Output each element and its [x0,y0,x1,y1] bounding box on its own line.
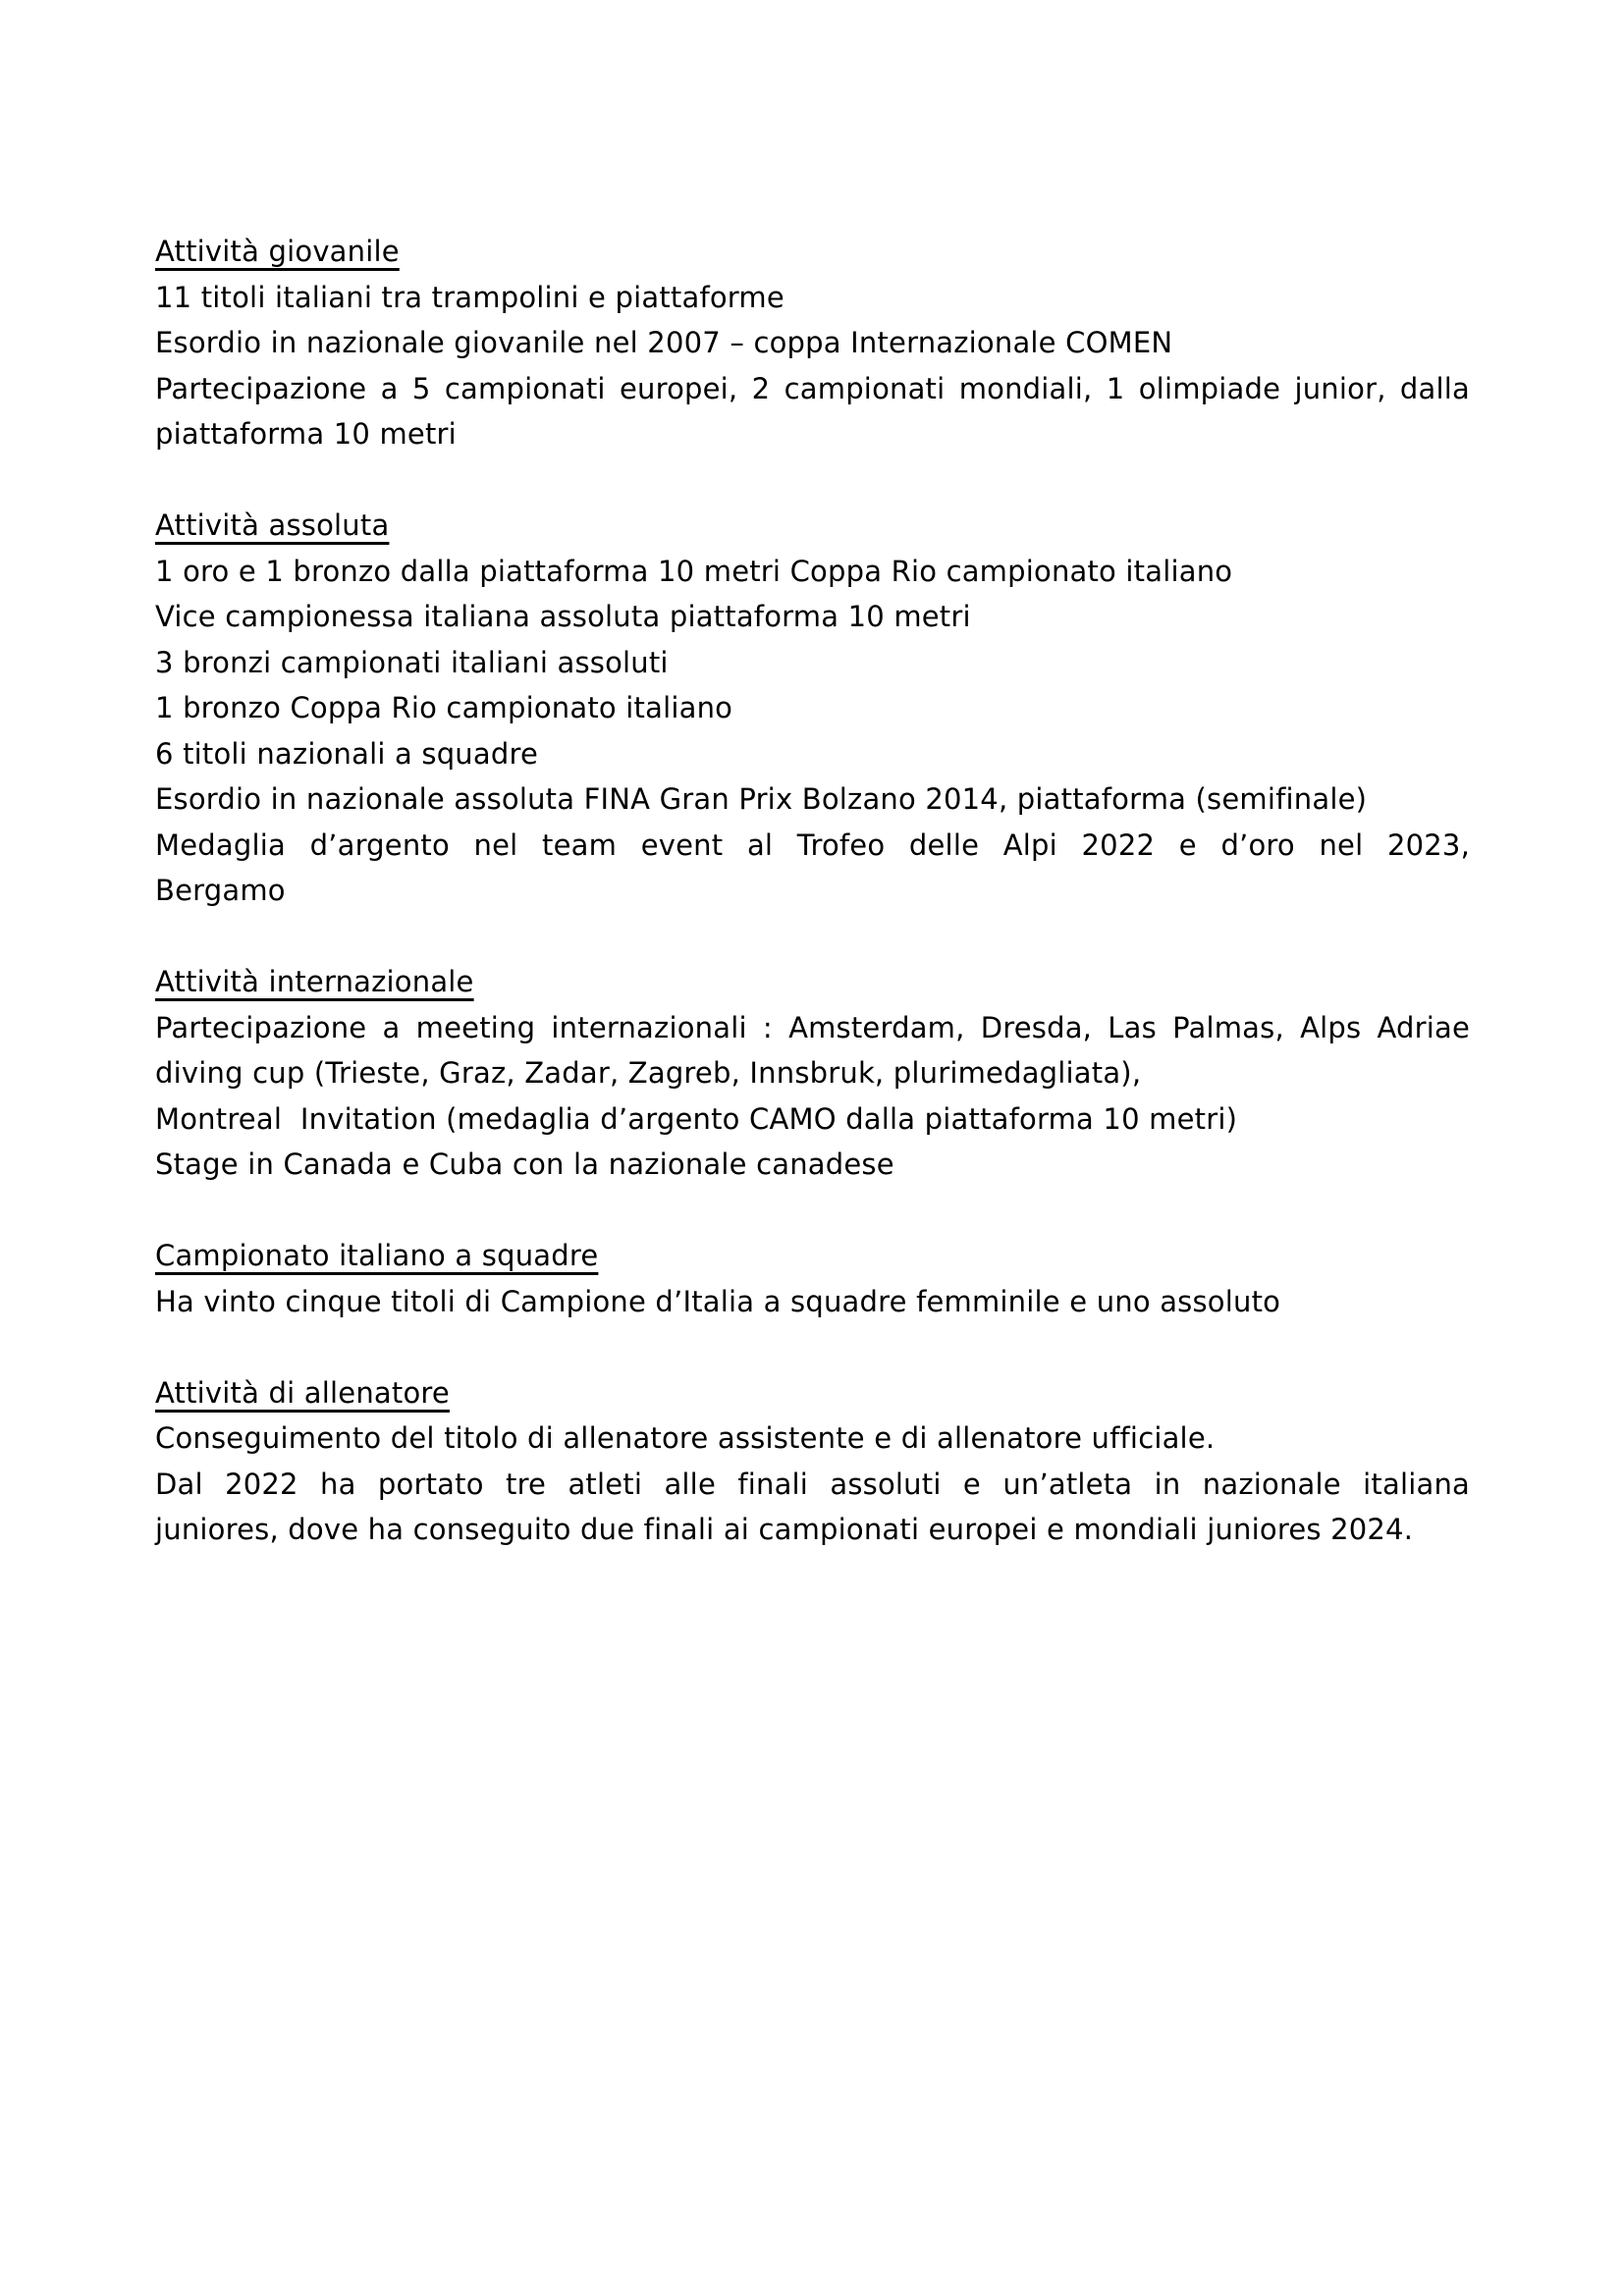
text-line: Bergamo [155,874,286,907]
text-line: 3 bronzi campionati italiani assoluti [155,645,669,679]
section-heading: Attività internazionale [155,965,474,998]
text-line: Vice campionessa italiana assoluta piattaforma 10 metri [155,600,971,633]
text-line: Ha vinto cinque titoli di Campione d’Italia a squadre femminile e uno assoluto [155,1284,1281,1318]
section-campionato-italiano-a-squadre [155,1233,1470,1324]
section-heading: Attività giovanile [155,235,400,268]
text-line: Conseguimento del titolo di allenatore assistente e di allenatore ufficiale. [155,1421,1216,1455]
text-line: Stage in Canada e Cuba con la nazionale canadese [155,1148,894,1181]
text-line: 6 titoli nazionali a squadre [155,736,538,771]
text-line: Partecipazione a 5 campionati europei, 2 campionati mondiali, 1 olimpiade junior, dalla [155,371,1470,405]
text-line: Medaglia d’argento nel team event al Trofeo delle Alpi 2022 e d’oro nel 2023, [155,828,1470,862]
text-line: juniores, dove ha conseguito due finali ai campionati europei e mondiali juniores 2024. [155,1513,1414,1546]
section-attivita-assoluta [155,503,1470,914]
text-line: 1 bronzo Coppa Rio campionato italiano [155,691,733,724]
text-line: Montreal Invitation (medaglia d’argento CAMO dalla piattaforma 10 metri) [155,1101,1238,1136]
text-line: 1 oro e 1 bronzo dalla piattaforma 10 metri Coppa Rio campionato italiano [155,554,1233,588]
text-line: Esordio in nazionale assoluta FINA Gran Prix Bolzano 2014, piattaforma (semifinale) [155,782,1368,816]
document-content [155,229,1470,1598]
text-line: piattaforma 10 metri [155,417,457,451]
section-heading: Campionato italiano a squadre [155,1239,599,1272]
text-line: 11 titoli italiani tra trampolini e piattaforme [155,280,784,314]
text-line: diving cup (Trieste, Graz, Zadar, Zagreb, Innsbruk, plurimedagliata), [155,1056,1142,1090]
section-attivita-giovanile [155,229,1470,457]
section-heading: Attività di allenatore [155,1375,450,1410]
section-heading: Attività assoluta [155,508,390,542]
text-line: Dal 2022 ha portato tre atleti alle finali assoluti e un’atleta in nazionale italiana [155,1467,1470,1501]
text-line: Esordio in nazionale giovanile nel 2007 – coppa Internazionale COMEN [155,326,1173,359]
text-line: Partecipazione a meeting internazionali : Amsterdam, Dresda, Las Palmas, Alps Adriae [155,1010,1470,1044]
section-attivita-internazionale [155,959,1470,1188]
section-attivita-di-allenatore [155,1370,1470,1553]
